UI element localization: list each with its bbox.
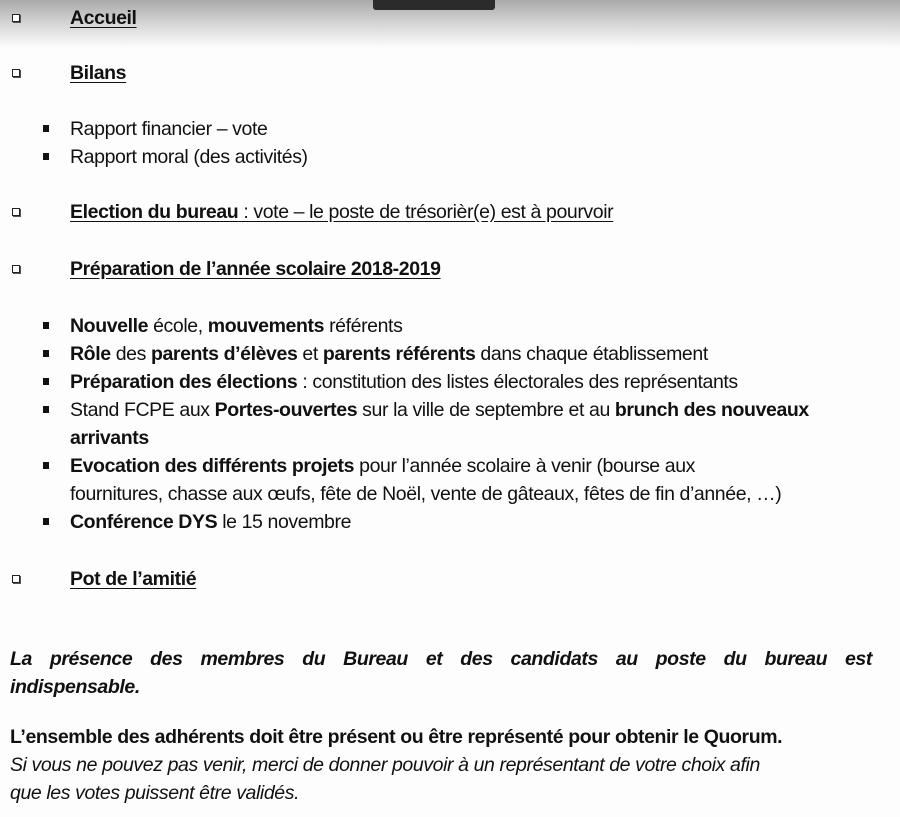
bullet-icon xyxy=(43,406,49,413)
presence-note: La présence des membres du Bureau et des candidats au poste du bureau est indispensable. xyxy=(10,645,872,701)
list-item: Evocation des différents projets pour l’année scolaire à venir (bourse aux fournitures, chasse aux œufs, fête de Noël, vente de gâteaux, fêtes de fin d’année, …) xyxy=(70,452,781,508)
square-bullet-icon xyxy=(12,265,20,273)
bullet-icon xyxy=(43,125,49,132)
bullet-icon xyxy=(43,518,49,525)
top-handle-bar xyxy=(373,0,495,10)
list-item: Stand FCPE aux Portes-ouvertes sur la ville de septembre et au brunch des nouveaux arrivants xyxy=(70,396,809,452)
list-item: Rapport financier – vote xyxy=(70,115,267,143)
presence-line-1: La présence des membres du Bureau et des candidats au poste du bureau est xyxy=(10,648,872,670)
bullet-icon xyxy=(43,350,49,357)
section-title: Accueil xyxy=(70,6,137,29)
bullet-icon xyxy=(43,462,49,469)
section-title: Bilans xyxy=(70,61,127,84)
section-title: Election du bureau : vote – le poste de trésorièr(e) est à pourvoir xyxy=(70,200,614,223)
bullet-icon xyxy=(43,322,49,329)
list-item: Nouvelle école, mouvements référents xyxy=(70,312,402,340)
bullet-icon xyxy=(43,378,49,385)
list-item: Préparation des élections : constitution des listes électorales des représentants xyxy=(70,368,738,396)
quorum-note: L’ensemble des adhérents doit être présent ou être représenté pour obtenir le Quorum. Si vous ne pouvez pas venir, merci de donner pouvoir à un représentant de votre choix afin que les votes puissent être validés. xyxy=(10,726,783,804)
list-item: Conférence DYS le 15 novembre xyxy=(70,508,351,536)
bullet-icon xyxy=(43,153,49,160)
section-title: Préparation de l’année scolaire 2018-2019 xyxy=(70,257,441,280)
square-bullet-icon xyxy=(12,575,20,583)
square-bullet-icon xyxy=(12,69,20,77)
list-item: Rapport moral (des activités) xyxy=(70,143,308,171)
square-bullet-icon xyxy=(12,208,20,216)
list-item: Rôle des parents d’élèves et parents référents dans chaque établissement xyxy=(70,340,708,368)
square-bullet-icon xyxy=(12,14,20,22)
section-title: Pot de l’amitié xyxy=(70,567,197,590)
